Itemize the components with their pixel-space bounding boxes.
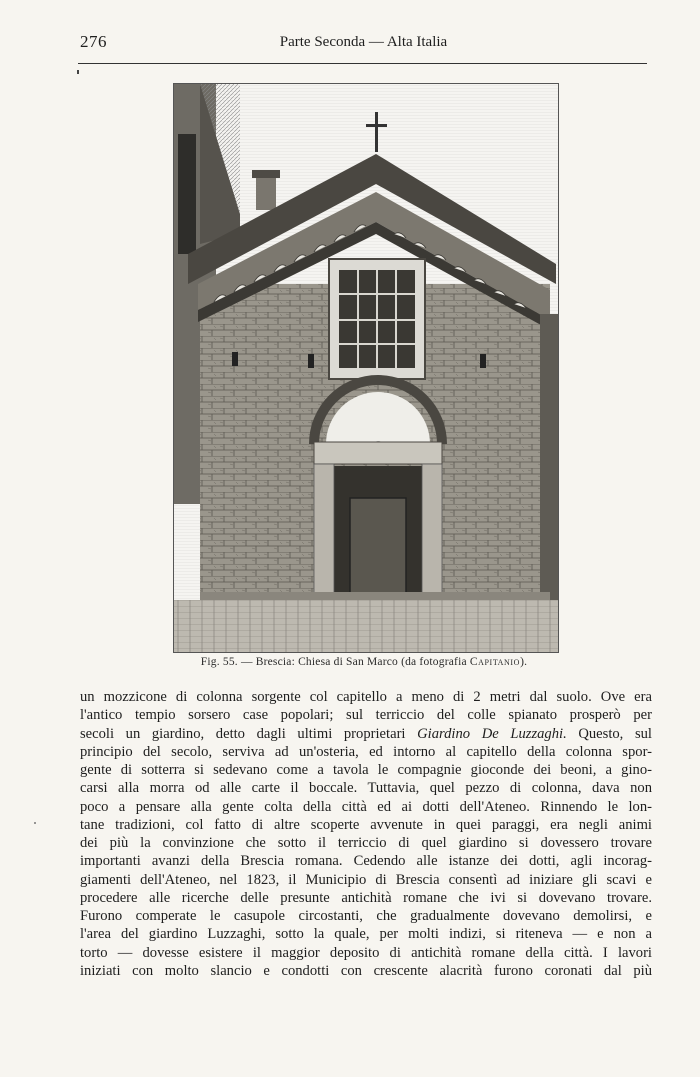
text-line: torto — dovesse esistere il maggior deposito di antichità romane della città. I lavori bbox=[80, 944, 652, 961]
text-line: gente di sotterra si sedevano come a tavola le compagnie gioconde dei beoni, a gino- bbox=[80, 762, 652, 778]
figure-engraving bbox=[173, 83, 559, 653]
running-head: Parte Seconda — Alta Italia bbox=[279, 34, 448, 50]
caption-suffix: ). bbox=[520, 656, 528, 668]
text-line: giamenti dell'Ateneo, nel 1823, il Municipio di Brescia consentì ad iniziare gli scavi e bbox=[80, 871, 652, 888]
text-line: dei più la convinzione che sotto il terriccio di quel giardino si dovessero trovare bbox=[80, 835, 652, 851]
header-rule bbox=[78, 63, 647, 64]
page-header bbox=[80, 32, 647, 58]
text-line: carsi alla morra od alle carte il boccale. Tuttavia, quel pezzo di colonna, dava non bbox=[80, 780, 652, 797]
text-line: principio del secolo, serviva ad un'osteria, ed intorno al capitello della colonna spor- bbox=[80, 743, 652, 760]
text-line: l'area del giardino Luzzaghi, sotto la quale, per molti indizi, si riteneva — e non a bbox=[80, 926, 652, 943]
church-facade-illustration bbox=[174, 84, 558, 652]
body-paragraph bbox=[80, 688, 652, 980]
text-line: poco a pensare alla gente colta della città ed ai dotti dell'Ateneo. Rinnendo le lon- bbox=[80, 798, 652, 815]
page-number: 276 bbox=[80, 32, 107, 51]
text-line: Furono comperate le casupole circostanti, che gradualmente dovevano demolirsi, e bbox=[80, 908, 652, 924]
text-line: importanti avanzi della Brescia romana. Cedendo alle istanze dei dotti, agli incorag- bbox=[80, 853, 652, 870]
margin-mark bbox=[77, 70, 79, 74]
margin-dot bbox=[34, 822, 36, 824]
text-line: un mozzicone di colonna sorgente col capitello a meno di 2 metri dal suolo. Ove era bbox=[80, 689, 652, 705]
text-line-end: Questo, sul bbox=[566, 725, 652, 742]
caption-credit: Capitanio bbox=[469, 656, 521, 668]
text-line bbox=[80, 725, 652, 743]
caption-text: Fig. 55. — Brescia: Chiesa di San Marco (da fotografia bbox=[200, 656, 467, 668]
text-line: l'antico tempio sorsero case popolari; sul terriccio del colle spianato prosperò per bbox=[80, 707, 652, 724]
text-line: iniziati con molto slancio e condotti con crescente alacrità furono coronati dal più bbox=[80, 962, 652, 979]
italic-garden-name: Giardino De Luzzaghi. bbox=[417, 725, 567, 742]
figure-caption bbox=[100, 656, 628, 668]
text-line: procedere alle ricerche delle presunte antichità romane che ivi si dovevano trovare. bbox=[80, 889, 652, 906]
text-line-start: secoli un giardino, detto dagli ultimi proprietari bbox=[80, 725, 406, 742]
text-line: tane tradizioni, col fatto di altre scoperte avvenute in quei paraggi, era negli animi bbox=[80, 816, 652, 833]
